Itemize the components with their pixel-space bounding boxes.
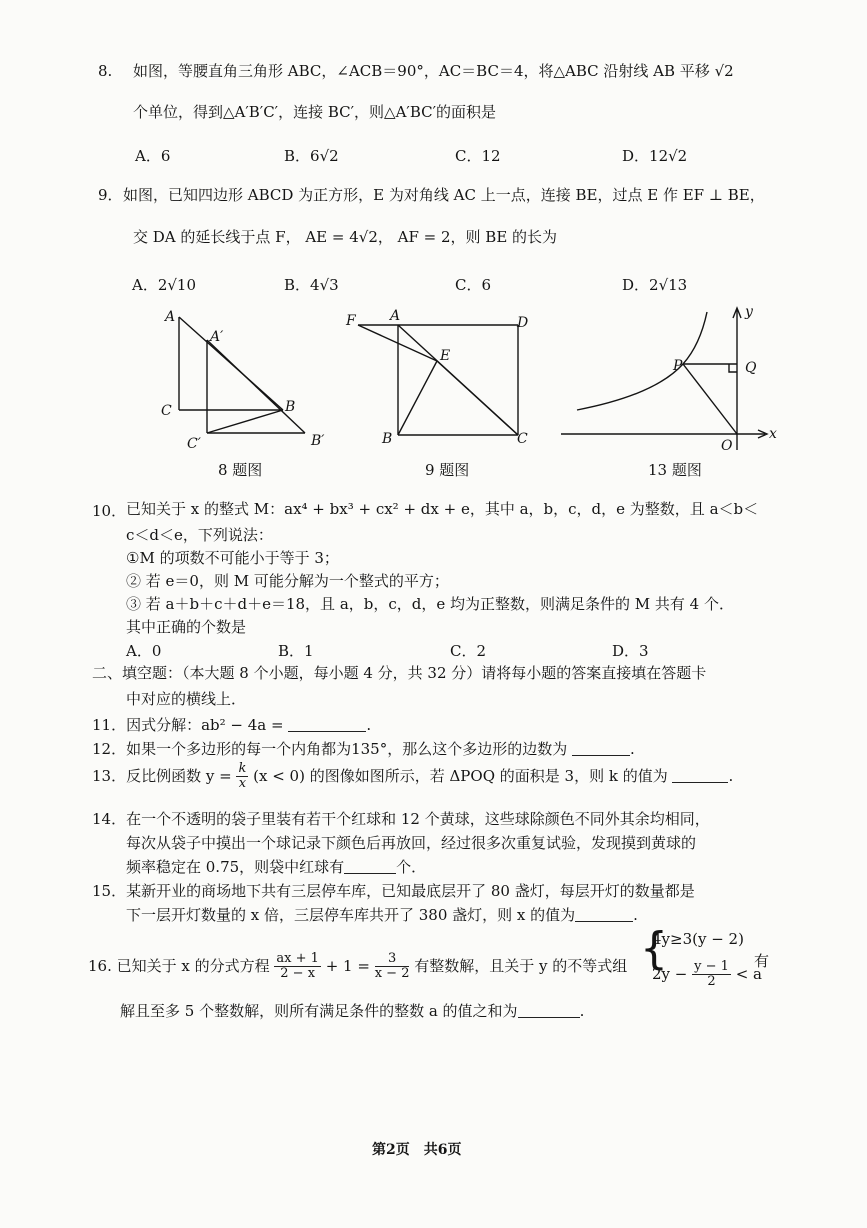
- q12: 12．如果一个多边形的每一个内角都为135°，那么这个多边形的边数为 .: [92, 740, 635, 758]
- q15-answer-blank[interactable]: [575, 907, 633, 922]
- q10-option-c: C．2: [450, 642, 487, 660]
- q16-fraction-1: $\frac{ax + 1}{2 - x}$: [276, 951, 319, 982]
- q16-inequality-2: 2y − $\frac{y - 1}{2}$ < a: [652, 959, 762, 990]
- q9-number: 9．: [98, 186, 123, 204]
- fig13-label-y: y: [745, 304, 753, 320]
- q8-option-d: D．12√2: [622, 147, 688, 165]
- q12-answer-blank[interactable]: [572, 741, 630, 756]
- q9-line2: 交 DA 的延长线于点 F， AE = 4√2， AF = 2，则 BE 的长为: [133, 228, 558, 246]
- q8-number: 8.: [98, 62, 113, 80]
- q10-statement-1: ①M 的项数不可能小于等于 3；: [126, 549, 339, 567]
- figure-13: [555, 300, 785, 460]
- q10-option-b: B．1: [278, 642, 314, 660]
- figure-9: [340, 305, 540, 455]
- q10-line1: 已知关于 x 的整式 M：ax⁴ + bx³ + cx² + dx + e，其中 a，b，c，d，e 为整数，且 a＜b＜: [126, 500, 759, 518]
- q14-answer-blank[interactable]: [344, 859, 396, 874]
- fig8-caption: 8 题图: [218, 461, 263, 479]
- q11-text: 11．因式分解：ab² − 4a =: [92, 716, 284, 734]
- q13: 13．反比例函数 y = $\frac{k}{x}$ (x < 0) 的图像如图所示，若 ΔPOQ 的面积是 3，则 k 的值为 .: [92, 761, 734, 792]
- q9-option-c: C．6: [455, 276, 492, 294]
- q10-statement-3: ③ 若 a＋b＋c＋d＋e＝18，且 a，b，c，d，e 均为正整数，则满足条件的 M 共有 4 个．: [126, 595, 734, 613]
- figure-8: [155, 305, 335, 455]
- q12-text: 12．如果一个多边形的每一个内角都为135°，那么这个多边形的边数为: [92, 740, 568, 758]
- q8-line1: 如图，等腰直角三角形 ABC，∠ACB＝90°，AC＝BC＝4，将△ABC 沿射线 AB 平移 √2: [133, 62, 734, 80]
- page-footer: 第2页 共6页: [372, 1142, 462, 1158]
- fig8-label-b-prime: B′: [311, 433, 325, 449]
- fig9-label-e: E: [440, 348, 451, 364]
- q13-fraction: $\frac{k}{x}$: [238, 761, 247, 792]
- q13-post: (x < 0) 的图像如图所示，若 ΔPOQ 的面积是 3，则 k 的值为: [253, 766, 668, 785]
- q16-answer-blank[interactable]: [518, 1003, 580, 1018]
- fig13-label-x: x: [769, 426, 777, 442]
- fig9-label-c: C: [517, 431, 528, 447]
- q9-option-d: D．2√13: [622, 276, 688, 294]
- q16-tail: 有: [754, 952, 770, 970]
- q16-ineq-fraction: $\frac{y - 1}{2}$: [694, 959, 729, 990]
- q10-number: 10．: [92, 502, 127, 520]
- fig8-label-c: C: [161, 403, 172, 419]
- q16-line2: 解且至多 5 个整数解，则所有满足条件的整数 a 的值之和为 .: [120, 1002, 585, 1020]
- q14-line1: 14．在一个不透明的袋子里装有若干个红球和 12 个黄球，这些球除颜色不同外其余均相同，: [92, 810, 710, 828]
- fig9-label-d: D: [517, 315, 529, 331]
- q16-line1: 16. 已知关于 x 的分式方程 $\frac{ax + 1}{2 - x}$ + 1 = $\frac{3}{x - 2}$ 有整数解，且关于 y 的不等式组: [88, 951, 628, 982]
- fig9-label-f: F: [346, 313, 356, 329]
- fig9-label-a: A: [390, 308, 401, 324]
- q16-fraction-2: $\frac{3}{x - 2}$: [374, 951, 410, 982]
- fig13-label-q: Q: [745, 360, 757, 376]
- q16-inequality-1: 4y≥3(y − 2): [652, 930, 744, 948]
- fig13-label-o: O: [721, 438, 733, 454]
- q9-option-a: A．2√10: [132, 276, 197, 294]
- fig8-label-c-prime: C′: [187, 436, 201, 452]
- fig13-label-p: P: [673, 358, 683, 374]
- q10-option-a: A．0: [126, 642, 162, 660]
- fig9-caption: 9 题图: [425, 461, 470, 479]
- q15-line2: 下一层开灯数量的 x 倍，三层停车库共开了 380 盏灯，则 x 的值为 .: [126, 906, 638, 924]
- fig8-label-a: A: [165, 309, 176, 325]
- q10-prompt: 其中正确的个数是: [126, 618, 247, 636]
- q16-system-brace: {: [640, 923, 668, 974]
- q8-line2: 个单位，得到△A′B′C′，连接 BC′，则△A′BC′的面积是: [133, 103, 496, 121]
- q8-option-a: A．6: [135, 147, 171, 165]
- q8-option-c: C．12: [455, 147, 501, 165]
- q13-pre: 13．反比例函数 y =: [92, 766, 232, 785]
- q10-statement-2: ② 若 e＝0，则 M 可能分解为一个整式的平方；: [126, 572, 449, 590]
- fig9-label-b: B: [382, 431, 393, 447]
- section2-heading: 二、填空题：（本大题 8 个小题，每小题 4 分，共 32 分）请将每小题的答案直接填在答题卡: [92, 664, 707, 682]
- q11: 11．因式分解：ab² − 4a = .: [92, 716, 372, 734]
- q14-line2: 每次从袋子中摸出一个球记录下颜色后再放回，经过很多次重复试验，发现摸到黄球的: [126, 834, 697, 852]
- q11-answer-blank[interactable]: [288, 717, 366, 732]
- q8-option-b: B．6√2: [284, 147, 339, 165]
- fig8-label-a-prime: A′: [210, 329, 224, 345]
- q9-option-b: B．4√3: [284, 276, 339, 294]
- q15-line1: 15．某新开业的商场地下共有三层停车库，已知最底层开了 80 盏灯，每层开灯的数量都是: [92, 882, 695, 900]
- q13-answer-blank[interactable]: [672, 768, 728, 783]
- q10-line2: c＜d＜e，下列说法：: [126, 526, 273, 544]
- section2-heading-cont: 中对应的横线上．: [126, 690, 247, 708]
- q14-line3: 频率稳定在 0.75，则袋中红球有 个．: [126, 858, 427, 876]
- fig8-label-b: B: [285, 399, 296, 415]
- q9-line1: 如图，已知四边形 ABCD 为正方形，E 为对角线 AC 上一点，连接 BE，过点 E 作 EF ⊥ BE，: [123, 186, 765, 204]
- q10-option-d: D．3: [612, 642, 649, 660]
- fig13-caption: 13 题图: [648, 461, 702, 479]
